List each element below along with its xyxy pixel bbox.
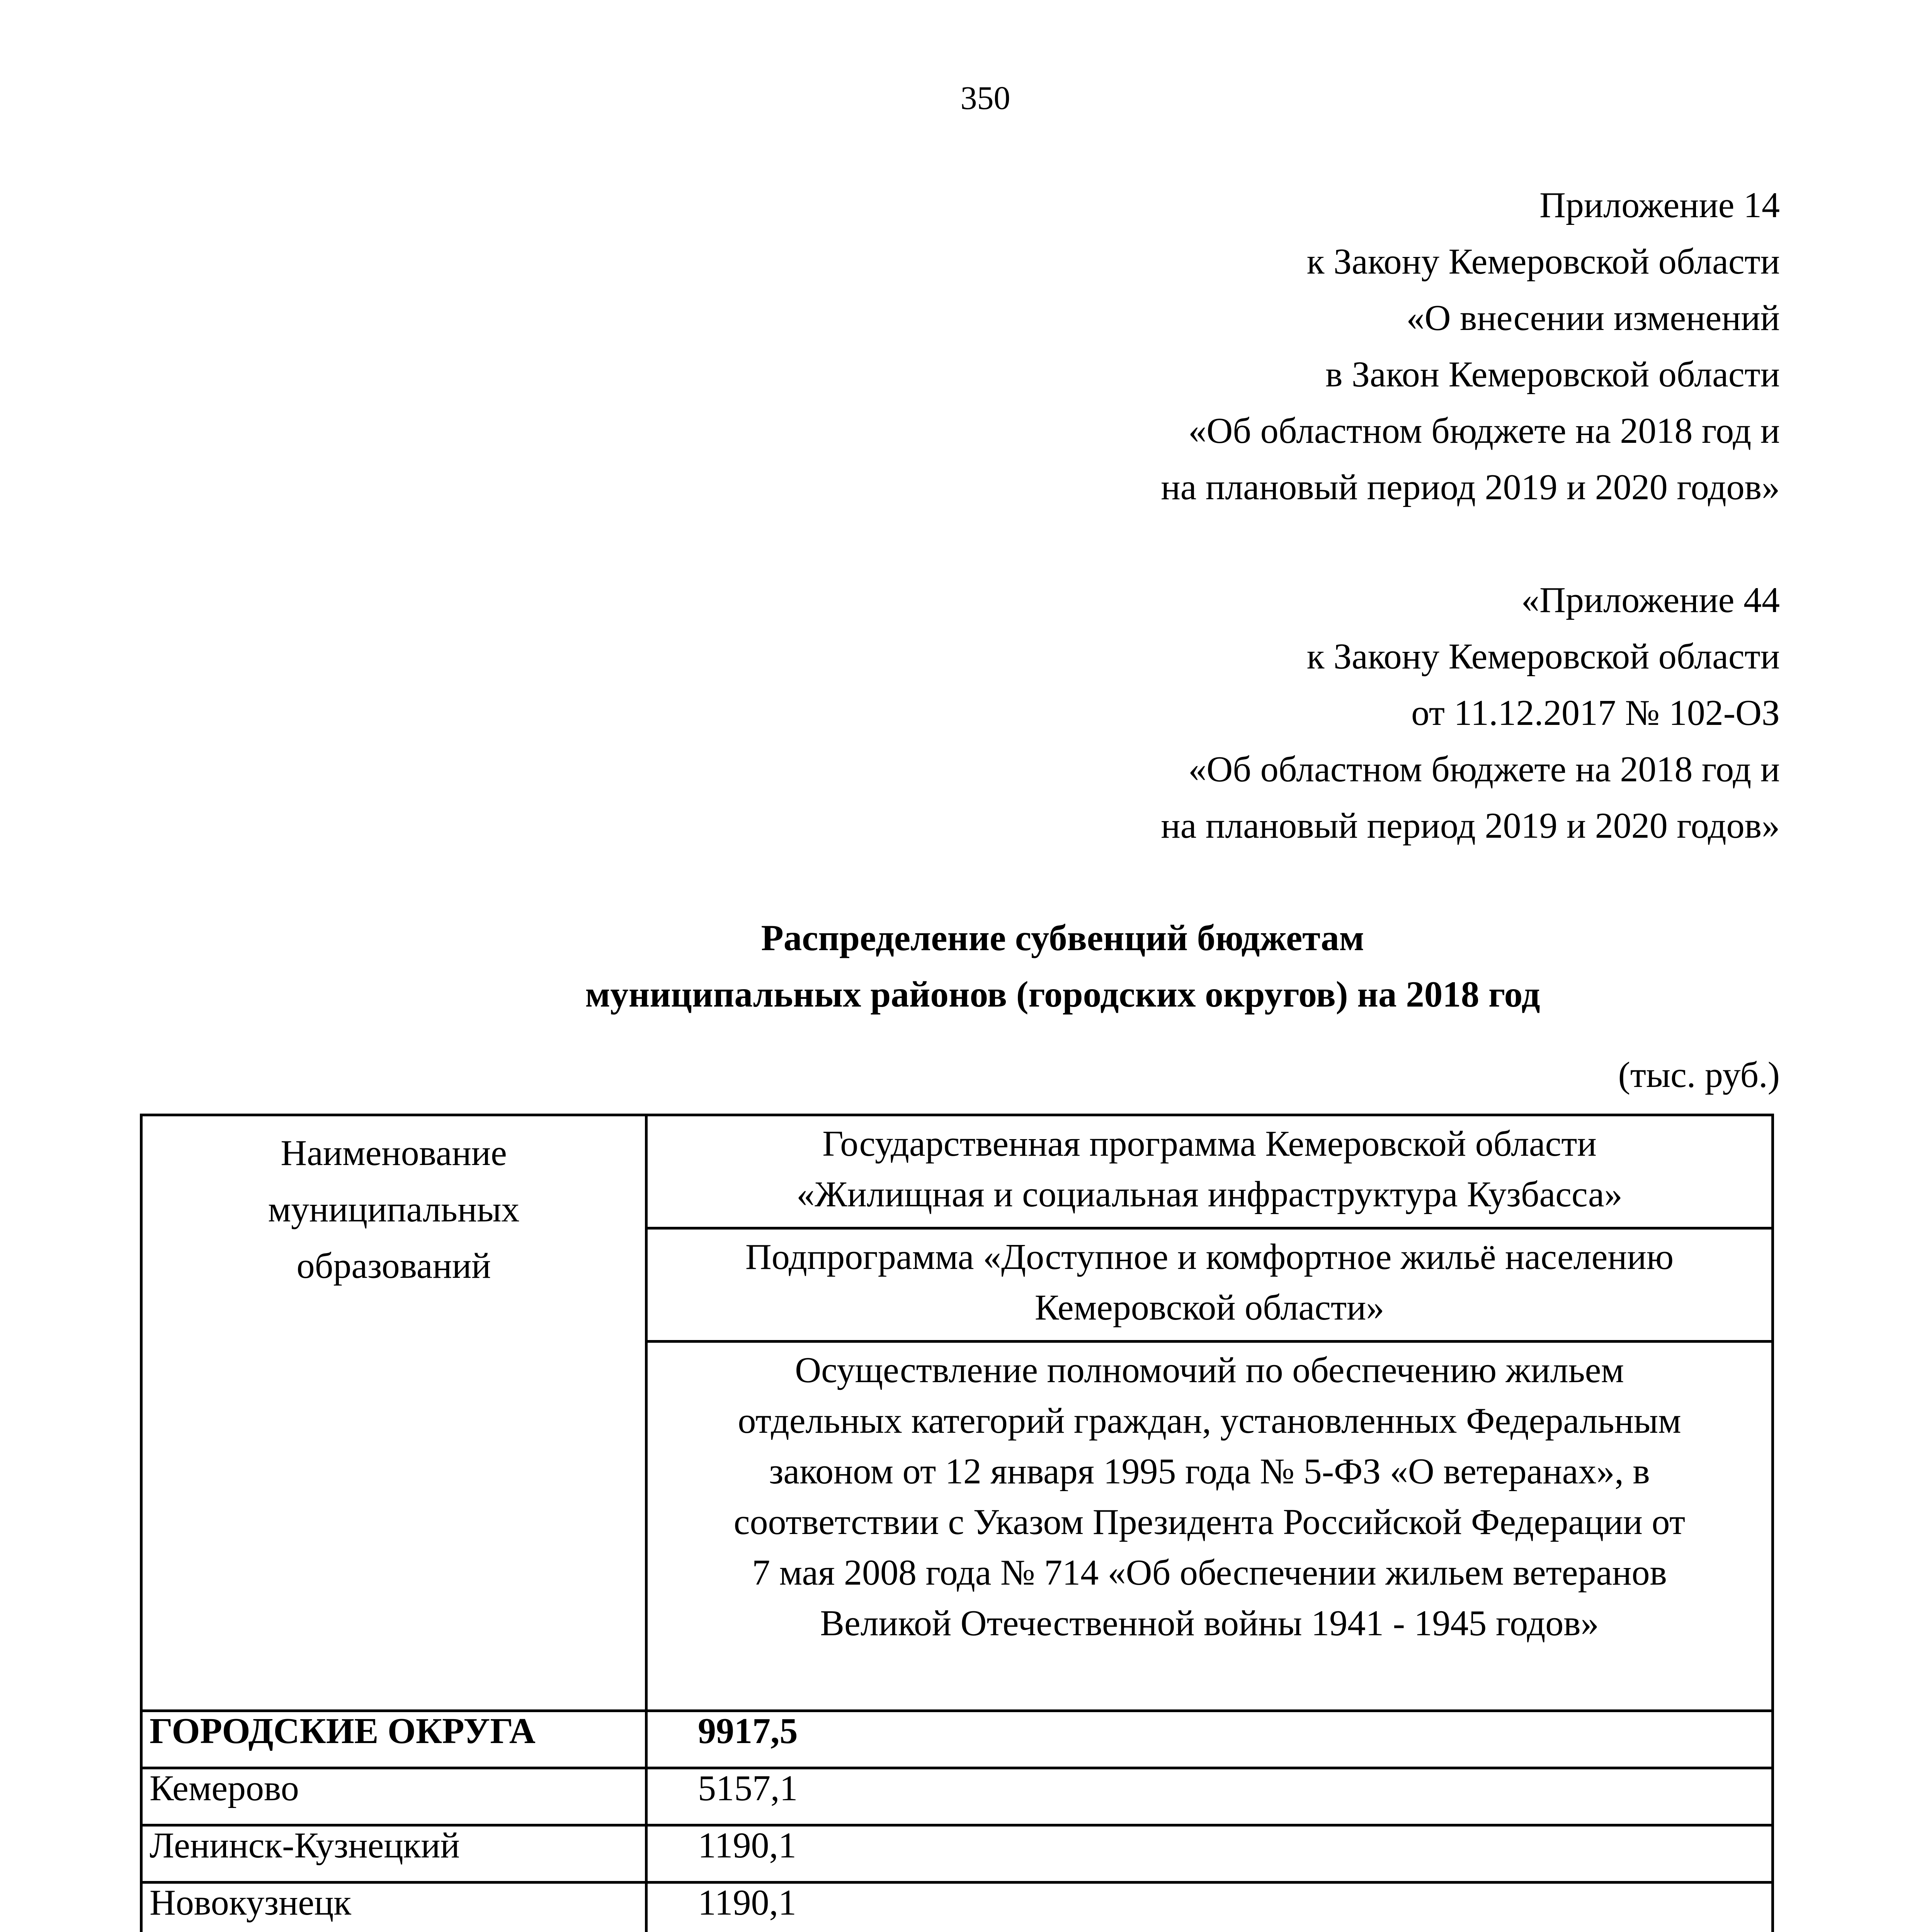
header-purpose-line: Осуществление полномочий по обеспечению жильем	[795, 1350, 1624, 1390]
header-program-line: «Жилищная и социальная инфраструктура Кузбасса»	[796, 1174, 1623, 1214]
header-purpose-line: законом от 12 января 1995 года № 5-ФЗ «О ветеранах», в	[769, 1451, 1650, 1492]
appendix-current-line: «Об областном бюджете на 2018 год и	[1188, 411, 1780, 451]
appendix-current-line: в Закон Кемеровской области	[1325, 354, 1780, 395]
header-subprogram	[646, 1228, 1773, 1342]
table-row	[141, 1768, 1773, 1825]
appendix-original-block	[1161, 572, 1780, 854]
subvention-table	[140, 1114, 1774, 1932]
appendix-original-line: к Закону Кемеровской области	[1306, 636, 1780, 677]
header-name-line: муниципальных	[268, 1189, 520, 1230]
row-value: 9917,5	[646, 1711, 1773, 1768]
row-name: ГОРОДСКИЕ ОКРУГА	[141, 1711, 646, 1768]
appendix-current-line: на плановый период 2019 и 2020 годов»	[1161, 467, 1780, 507]
units-label: (тыс. руб.)	[1618, 1055, 1780, 1095]
table-row	[141, 1883, 1773, 1932]
appendix-original-line: на плановый период 2019 и 2020 годов»	[1161, 806, 1780, 846]
header-program-line: Государственная программа Кемеровской области	[822, 1124, 1597, 1164]
header-subprogram-line: Кемеровской области»	[1034, 1287, 1385, 1328]
header-name-line: образований	[296, 1246, 491, 1286]
row-value: 5157,1	[646, 1768, 1773, 1825]
row-name: Новокузнецк	[141, 1883, 646, 1932]
header-purpose-line: соответствии с Указом Президента Российской Федерации от	[733, 1502, 1686, 1542]
header-purpose-line: Великой Отечественной войны 1941 - 1945 годов»	[820, 1603, 1599, 1643]
appendix-current-block	[1161, 177, 1780, 515]
appendix-original-line: «Об областном бюджете на 2018 год и	[1188, 749, 1780, 789]
table-row-subtotal	[141, 1711, 1773, 1768]
appendix-original-line: «Приложение 44	[1521, 580, 1780, 620]
header-purpose-line: отдельных категорий граждан, установленных Федеральным	[738, 1401, 1681, 1441]
appendix-current-line: к Закону Кемеровской области	[1306, 242, 1780, 282]
row-value: 1190,1	[646, 1883, 1773, 1932]
row-value: 1190,1	[646, 1825, 1773, 1883]
appendix-original-line: от 11.12.2017 № 102-ОЗ	[1411, 693, 1780, 733]
appendix-current-line: «О внесении изменений	[1406, 298, 1780, 338]
header-purpose	[646, 1342, 1773, 1711]
table-header-row	[141, 1115, 1773, 1228]
header-purpose-line: 7 мая 2008 года № 714 «Об обеспечении жильем ветеранов	[752, 1553, 1667, 1593]
header-subprogram-line: Подпрограмма «Доступное и комфортное жильё населению	[745, 1237, 1674, 1277]
title-line: муниципальных районов (городских округов) на 2018 год	[585, 974, 1540, 1015]
document-title	[0, 910, 1917, 1022]
row-name: Кемерово	[141, 1768, 646, 1825]
page-number: 350	[960, 79, 1010, 116]
title-line: Распределение субвенций бюджетам	[761, 917, 1364, 958]
row-name: Ленинск-Кузнецкий	[141, 1825, 646, 1883]
header-program	[646, 1115, 1773, 1228]
header-name-column	[141, 1115, 646, 1711]
appendix-current-line: Приложение 14	[1539, 185, 1780, 225]
table-row	[141, 1825, 1773, 1883]
header-name-line: Наименование	[281, 1133, 507, 1173]
